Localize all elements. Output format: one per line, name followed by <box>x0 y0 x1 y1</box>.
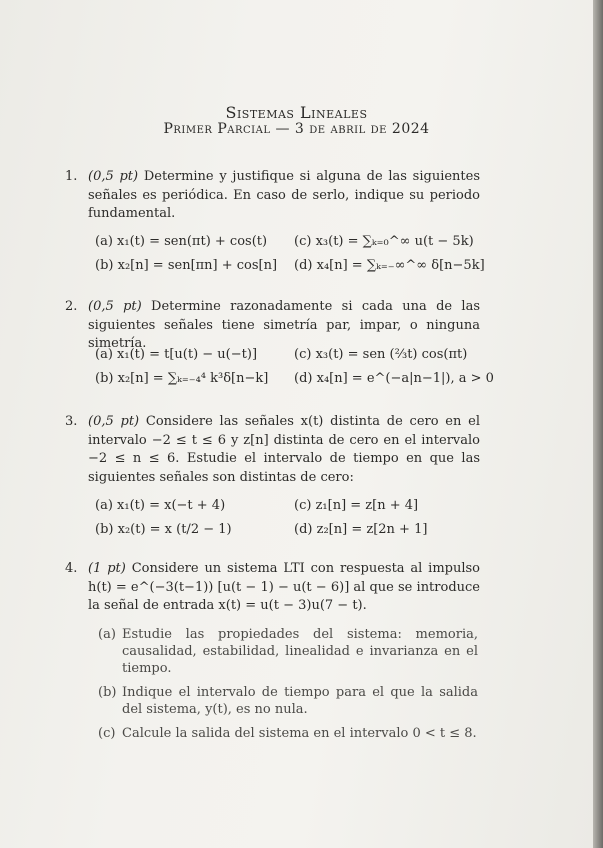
problem-statement <box>88 560 480 616</box>
list-item: (a) x₁(t) = t[u(t) − u(−t)] <box>95 347 258 362</box>
problem-4 <box>65 560 480 616</box>
item-label: (a) <box>98 627 116 642</box>
problem-number: 1. <box>65 169 78 184</box>
item-row <box>95 498 495 522</box>
exam-subtitle: Primer Parcial — 3 de abril de 2024 <box>163 121 430 137</box>
problem-statement <box>88 298 480 354</box>
problem-statement <box>88 168 480 224</box>
list-item <box>98 725 478 742</box>
item-row <box>95 258 495 282</box>
list-item: (b) x₂[n] = ∑ₖ₌₋₄⁴ k³δ[n−k] <box>95 371 269 386</box>
problem-number: 2. <box>65 299 78 314</box>
page-edge-shadow <box>593 0 603 848</box>
problem-3 <box>65 413 480 487</box>
item-row <box>95 522 495 546</box>
problem-3-items <box>95 498 495 546</box>
item-label: (c) <box>98 726 116 741</box>
problem-2-items <box>95 347 495 395</box>
problem-text: Considere un sistema LTI con respuesta al impulso h(t) = e^(−3(t−1)) [u(t − 1) − u(t − 6)] al que se introduce la señal de entrada x(t) = u(t − 3)u(7 − t). <box>88 561 481 613</box>
problem-points: (0,5 pt) <box>88 414 140 429</box>
problem-text: Determine y justifique si alguna de las siguientes señales es periódica. En caso de serlo, indique su periodo fundamental. <box>88 169 481 221</box>
list-item: (b) x₂(t) = x (t/2 − 1) <box>95 522 232 537</box>
list-item: (d) x₄[n] = e^(−a|n−1|), a > 0 <box>294 371 494 386</box>
list-item: (d) z₂[n] = z[2n + 1] <box>294 522 428 537</box>
problem-points: (1 pt) <box>88 561 126 576</box>
problem-text: Determine razonadamente si cada una de las siguientes señales tiene simetría par, impar, o ninguna simetría. <box>88 299 481 351</box>
item-label: (b) <box>98 685 117 700</box>
list-item: (c) z₁[n] = z[n + 4] <box>294 498 419 513</box>
problem-number: 3. <box>65 414 78 429</box>
list-item: (a) x₁(t) = sen(πt) + cos(t) <box>95 234 268 249</box>
list-item <box>98 626 478 677</box>
problem-statement <box>88 413 480 487</box>
problem-number: 4. <box>65 561 78 576</box>
item-row <box>95 347 495 371</box>
problem-points: (0,5 pt) <box>88 169 139 184</box>
problem-1 <box>65 168 480 224</box>
list-item: (c) x₃(t) = ∑ₖ₌₀^∞ u(t − 5k) <box>294 234 474 249</box>
problem-1-items <box>95 234 495 282</box>
problem-text: Considere las señales x(t) distinta de cero en el intervalo −2 ≤ t ≤ 6 y z[n] distinta de cero en el intervalo −2 ≤ n ≤ 6. Estudie el intervalo de tiempo en que las siguientes señales son distintas de cero: <box>88 414 480 485</box>
item-text: Indique el intervalo de tiempo para el que la salida del sistema, y(t), es no nula. <box>122 685 478 717</box>
exam-title: Sistemas Lineales <box>225 103 368 122</box>
item-text: Estudie las propiedades del sistema: memoria, causalidad, estabilidad, linealidad e invarianza en el tiempo. <box>122 627 478 676</box>
list-item: (a) x₁(t) = x(−t + 4) <box>95 498 226 513</box>
list-item: (d) x₄[n] = ∑ₖ₌₋∞^∞ δ[n−5k] <box>294 258 485 273</box>
problem-2 <box>65 298 480 354</box>
problem-4-items <box>98 626 478 749</box>
list-item <box>98 684 478 718</box>
item-row <box>95 234 495 258</box>
list-item: (c) x₃(t) = sen (⅔t) cos(πt) <box>294 347 468 362</box>
item-text: Calcule la salida del sistema en el intervalo 0 < t ≤ 8. <box>122 726 477 741</box>
list-item: (b) x₂[n] = sen[πn] + cos[n] <box>95 258 278 273</box>
problem-points: (0,5 pt) <box>88 299 142 314</box>
item-row <box>95 371 495 395</box>
